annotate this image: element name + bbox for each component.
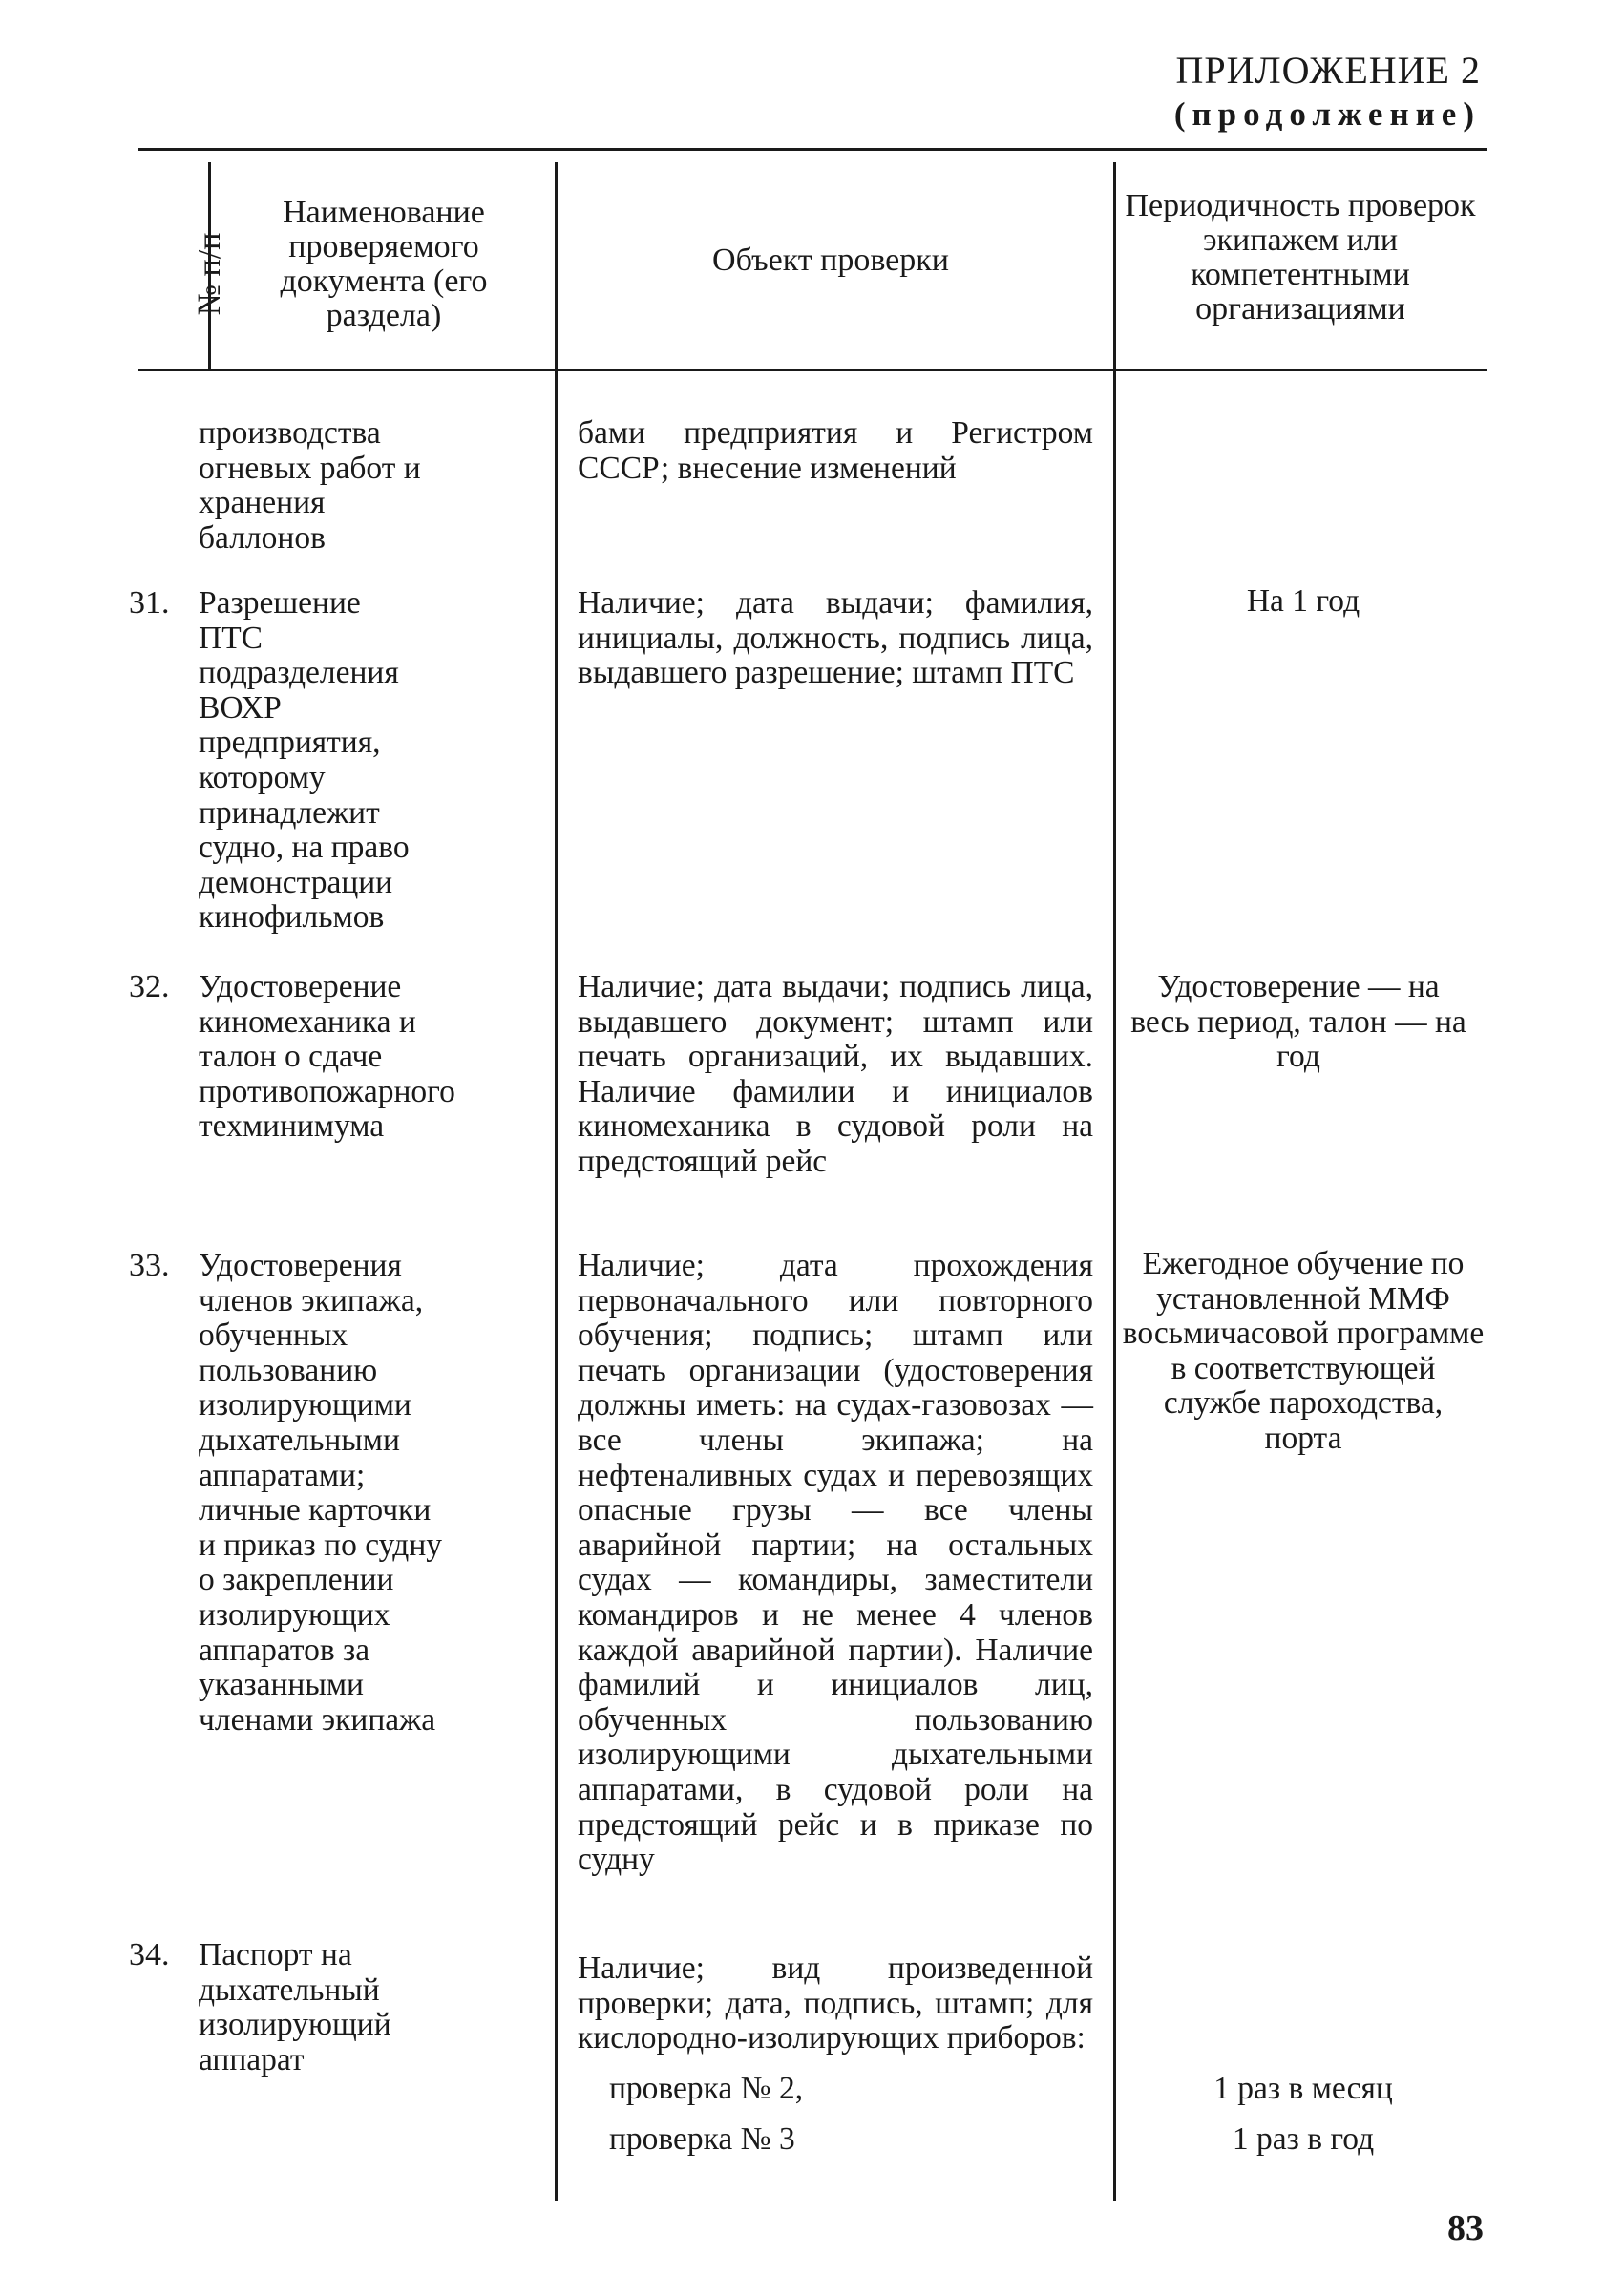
table-row-31-number: 31. [129, 585, 170, 621]
table-row-34-subcheck-2: проверка № 3 [609, 2121, 795, 2157]
table-row-32-document: Удостоверение киномеханика и талон о сдаче противопожарного техминимума [199, 969, 455, 1145]
table-row-cont-document: производства огневых работ и хранения баллонов [199, 415, 421, 556]
column-divider-2 [555, 162, 558, 2201]
table-row-34-object: Наличие; вид произведенной проверки; дата, подпись, штамп; для кислородно-изолирующих приборов: [578, 1950, 1093, 2056]
table-header-rule [138, 369, 1487, 371]
table-row-31-periodicity: На 1 год [1246, 583, 1360, 619]
table-row-33-document: Удостоверения членов экипажа, обученных пользованию изолирующими дыхательными аппаратами; личные карточки и приказ по судну о закреплении изолирующих аппаратов за указанными членами экипажа [199, 1248, 442, 1738]
column-header-object: Объект проверки [712, 242, 949, 278]
column-header-number: № п/п [192, 232, 227, 316]
appendix-title: ПРИЛОЖЕНИЕ 2 [1175, 49, 1481, 92]
table-row-32-object: Наличие; дата выдачи; подпись лица, выдавшего документ; штамп или печать организаций, их выдавших. Наличие фамилии и инициалов киномеханика в судовой роли на предстоящий рейс [578, 969, 1093, 1179]
table-row-34-subperiod-2: 1 раз в год [1232, 2121, 1375, 2157]
page-number: 83 [1447, 2208, 1484, 2248]
appendix-subtitle: (продолжение) [1173, 95, 1481, 133]
column-header-periodicity: Периодичность проверок экипажем или компетентными организациями [1125, 188, 1476, 327]
table-row-31-document: Разрешение ПТС подразделения ВОХР предприятия, которому принадлежит судно, на право демонстрации кинофильмов [199, 585, 410, 936]
table-row-33-periodicity: Ежегодное обучение по установленной ММФ восьмичасовой программе в соответствующей службе пароходства, порта [1122, 1246, 1485, 1456]
column-divider-3 [1113, 162, 1116, 2201]
table-row-34-subcheck-1: проверка № 2, [609, 2071, 804, 2106]
column-header-document: Наименование проверяемого документа (его раздела) [280, 195, 488, 333]
table-row-34-number: 34. [129, 1937, 170, 1972]
table-row-34-document: Паспорт на дыхательный изолирующий аппарат [199, 1937, 391, 2077]
table-row-33-number: 33. [129, 1248, 170, 1283]
table-row-32-periodicity: Удостоверение — на весь период, талон — на год [1130, 969, 1466, 1075]
table-row-32-number: 32. [129, 969, 170, 1004]
table-top-rule [138, 148, 1487, 151]
table-row-cont-object: бами предприятия и Регистром СССР; внесение изменений [578, 415, 1093, 486]
table-row-33-object: Наличие; дата прохождения первоначального или повторного обучения; подпись; штамп или печать организации (удостоверения должны иметь: на судах-газовозах — все члены экипажа; на нефтеналивных судах и перевозящих опасные грузы — все члены аварийной партии; на остальных судах — командиры, заместители командиров и не менее 4 членов каждой аварийной партии). Наличие фамилий и инициалов лиц, обученных пользованию изолирующими дыхательными аппаратами, в судовой роли на предстоящий рейс и в приказе по судну [578, 1248, 1093, 1878]
table-row-31-object: Наличие; дата выдачи; фамилия, инициалы, должность, подпись лица, выдавшего разрешение; штамп ПТС [578, 585, 1093, 691]
table-row-34-subperiod-1: 1 раз в месяц [1213, 2071, 1393, 2106]
